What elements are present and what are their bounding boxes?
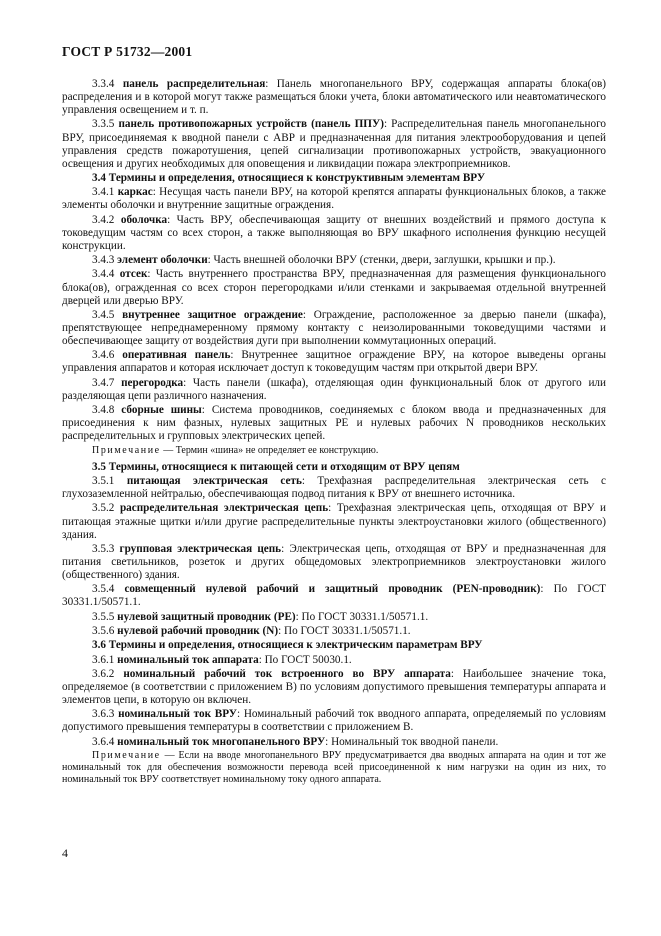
definition-text: : Распределительная панель многопанельного ВРУ, присоединяемая к вводной панели с АВР и предназначенная для питания электрооборудования и цепей управления средств пожаротушения, цепей сигнализации противопожарных устройств, эвакуационного освещения и других необходимых для оповещения и ликвидации пожара электроприемников.	[62, 118, 606, 170]
term: оболочка	[120, 213, 168, 226]
term-definition	[62, 654, 606, 667]
clause-number: 3.6.3	[92, 708, 115, 721]
clause-number: 3.5.6	[92, 625, 115, 638]
clause-number: 3.5.2	[92, 502, 115, 515]
term-definition	[62, 349, 606, 375]
term-definition	[62, 583, 606, 609]
definition-text: : Электрическая цепь, отходящая от ВРУ и предназначенная для питания светильников, розеток и других общедомовых электроприемников электроустановки жилого (общественного) здания.	[62, 542, 606, 582]
term-definition	[62, 404, 606, 443]
clause-number: 3.4.6	[92, 349, 115, 362]
page-number: 4	[62, 846, 68, 860]
term-definition	[62, 611, 606, 624]
term: групповая электрическая цепь	[119, 542, 282, 555]
term-definition	[62, 118, 606, 170]
clause-number: 3.6.2	[92, 667, 115, 680]
term-definition	[62, 475, 606, 501]
clause-number: 3.5.5	[92, 610, 115, 623]
clause-number: 3.4.8	[92, 404, 115, 417]
section-heading: 3.4 Термины и определения, относящиеся к конструктивным элементам ВРУ	[92, 172, 486, 185]
section-heading: 3.5 Термины, относящиеся к питающей сети и отходящим от ВРУ цепям	[92, 460, 460, 473]
clause-number: 3.4.4	[92, 268, 115, 281]
term-definition	[62, 543, 606, 582]
term: номинальный ток аппарата	[117, 653, 259, 666]
clause-number: 3.4.7	[92, 376, 115, 389]
term: номинальный рабочий ток встроенного во ВРУ аппарата	[123, 667, 451, 680]
clause-number: 3.4.2	[92, 213, 115, 226]
definition-text: : Номинальный рабочий ток вводного аппарата, определяемый по условиям допустимого превышения температуры в соответствии с приложением В.	[62, 708, 607, 734]
note	[62, 750, 606, 787]
term-definition	[62, 214, 606, 253]
term: перегородка	[121, 376, 184, 389]
term: сборные шины	[121, 404, 202, 417]
definition-text: : Несущая часть панели ВРУ, на которой крепятся аппараты функциональных блоков, а также элементы оболочки и внутренние защитные ограждения.	[62, 186, 606, 212]
term-definition	[62, 254, 606, 267]
clause-number: 3.3.4	[92, 78, 115, 90]
clause-number: 3.5.1	[92, 475, 115, 488]
term: нулевой рабочий проводник (N)	[117, 625, 279, 638]
term-definition	[62, 625, 606, 638]
term-definition	[62, 309, 606, 348]
term: панель распределительная	[122, 78, 266, 90]
clause-number: 3.4.3	[92, 254, 115, 267]
term-definition	[62, 377, 606, 403]
definition-text: : Панель многопанельного ВРУ, содержащая аппараты блока(ов) распределения и в которой могут также размещаться блоки учета, блоки автоматического или неавтоматического управления освещением и т. п.	[62, 78, 607, 117]
term: нулевой защитный проводник (PE)	[117, 610, 296, 623]
clause-number: 3.4.5	[92, 308, 115, 321]
clause-number: 3.3.5	[92, 118, 115, 131]
term: номинальный ток ВРУ	[118, 708, 237, 721]
definition-text: : Наибольшее значение тока, определяемое (в соответствии с приложением В) по условиям допустимого превышения температуры аппарата и элементов цепи, в которую он включен.	[62, 667, 606, 707]
term: совмещенный нулевой рабочий и защитный проводник (PEN-проводник)	[124, 583, 541, 596]
note	[62, 445, 606, 457]
note-label: Примечание	[92, 444, 161, 456]
section-heading: 3.6 Термины и определения, относящиеся к электрическим параметрам ВРУ	[92, 639, 483, 652]
term-definition	[62, 78, 606, 117]
clause-number: 3.5.3	[92, 542, 115, 555]
definition-text: : Ограждение, расположенное за дверью панели (шкафа), препятствующее непреднамеренному прямому контакту с неизолированными токоведущими частями и обеспечивающее защиту от воздействия дуги при выполнении коммутационных операций.	[62, 308, 606, 348]
term-definition	[62, 186, 606, 212]
definition-text: : Часть внешней оболочки ВРУ (стенки, двери, заглушки, крышки и пр.).	[207, 254, 556, 267]
term-definition	[62, 736, 606, 749]
note-text: — Термин «шина» не определяет ее конструкцию.	[160, 444, 379, 456]
definition-text: : По ГОСТ 30331.1/50571.1.	[62, 583, 607, 609]
definition-text: : По ГОСТ 30331.1/50571.1.	[278, 625, 411, 638]
definition-text: : По ГОСТ 30331.1/50571.1.	[295, 610, 429, 623]
definition-text: : Трехфазная распределительная электрическая сеть с глухозаземленной нейтралью, обеспечивающая подвод питания к ВРУ от внешнего источника.	[62, 475, 606, 501]
term: оперативная панель	[122, 349, 231, 362]
term: внутреннее защитное ограждение	[122, 308, 303, 321]
definition-text: : Часть панели (шкафа), отделяющая один функциональный блок от другого или разделяющая цепи различного назначения.	[62, 376, 607, 402]
term: отсек	[119, 268, 148, 281]
term-definition	[62, 668, 606, 707]
term: номинальный ток многопанельного ВРУ	[117, 735, 326, 748]
definition-text: : Внутреннее защитное ограждение ВРУ, на которое выведены органы управления аппаратов и которая исключает доступ к токоведущим частям при открытой двери ВРУ.	[62, 349, 606, 375]
note-label: Примечание	[92, 750, 161, 762]
term: каркас	[117, 186, 153, 199]
clause-number: 3.6.4	[92, 735, 115, 748]
clause-number: 3.6.1	[92, 653, 115, 666]
term: питающая электрическая сеть	[126, 475, 302, 488]
document-header: ГОСТ Р 51732—2001	[62, 44, 193, 59]
note-text: — Если на вводе многопанельного ВРУ предусматривается два вводных аппарата на один и тот же номинальный ток для обеспечения возможности перевода всей присоединенной к ним нагрузки на один из них, то номинальный ток ВРУ соответствует номинальному току одного аппарата.	[62, 750, 606, 786]
clause-number: 3.4.1	[92, 186, 115, 199]
definition-text: : Часть ВРУ, обеспечивающая защиту от внешних воздействий и прямого доступа к токоведущим частям со всех сторон, а также выполняющая во ВРУ шкафного исполнения функцию несущей конструкции.	[62, 213, 607, 252]
term-definition	[62, 708, 606, 734]
definition-text: : По ГОСТ 50030.1.	[258, 653, 352, 666]
definition-text: : Система проводников, соединяемых с блоком ввода и предназначенных для присоединения к ним фазных, нулевых защитных PE и нулевых рабочих N проводников нескольких распределительных и групповых электрических цепей.	[62, 404, 607, 443]
clause-number: 3.5.4	[92, 583, 115, 596]
term: панель противопожарных устройств (панель ППУ)	[118, 118, 384, 131]
definition-text: : Часть внутреннего пространства ВРУ, предназначенная для размещения функционального блока(ов), огражденная со всех сторон перегородками и/или стенками и закрываемая отдельной внутренней дверцей или дверью ВРУ.	[62, 268, 606, 307]
definition-text: : Трехфазная электрическая цепь, отходящая от ВРУ и питающая этажные щитки и/или другие распределительные пункты электроустановки жилого (общественного) здания.	[62, 502, 607, 541]
document-body	[62, 78, 606, 791]
term: элемент оболочки	[117, 254, 208, 267]
term-definition	[62, 502, 606, 541]
term: распределительная электрическая цепь	[119, 502, 329, 515]
term-definition	[62, 268, 606, 307]
definition-text: : Номинальный ток вводной панели.	[325, 735, 499, 748]
